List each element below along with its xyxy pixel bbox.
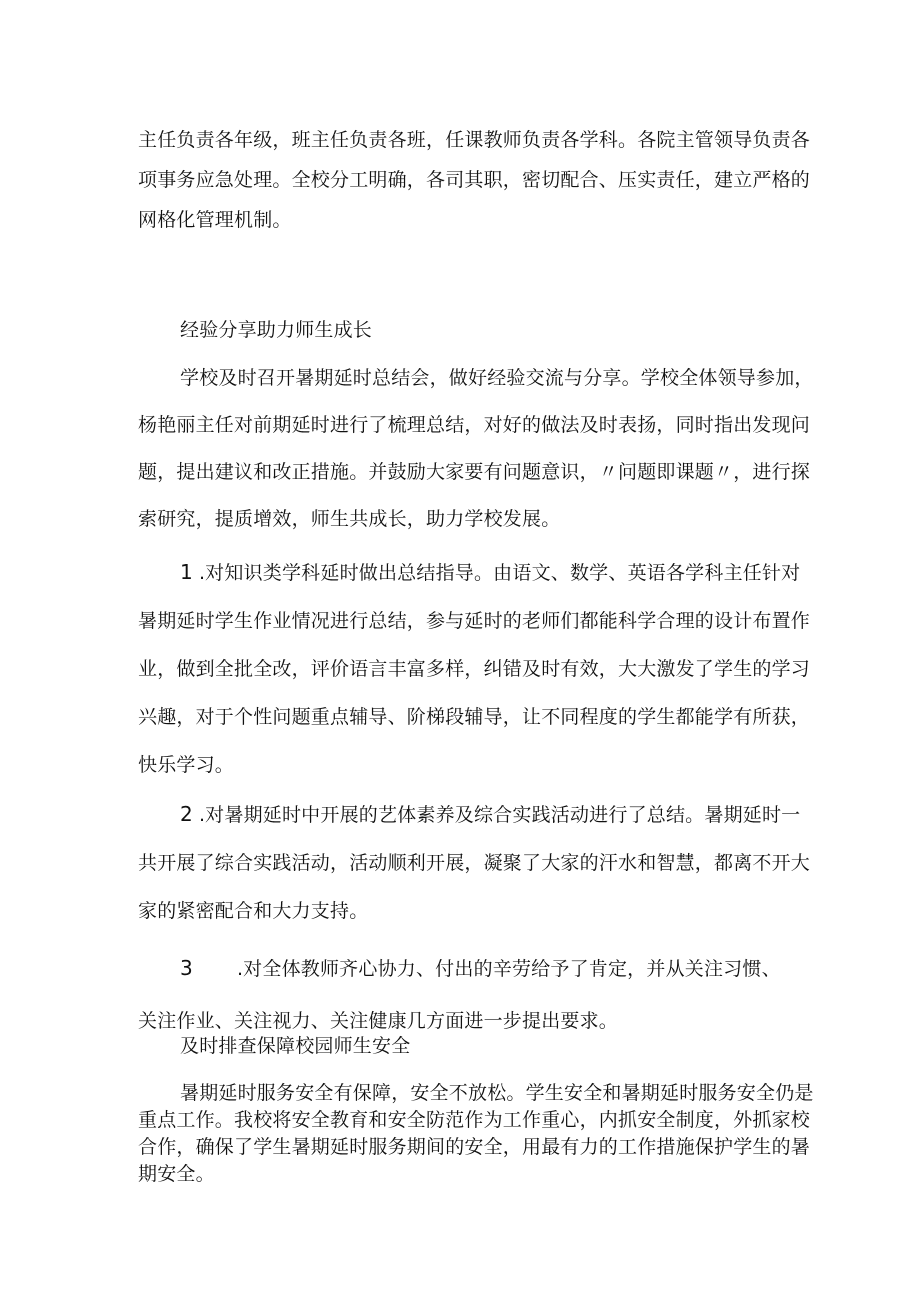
intro-paragraph: [138, 120, 811, 240]
list-item-text: .对知识类学科延时做出总结指导。由语文、数学、英语各学科主任针对: [198, 562, 801, 584]
safety-paragraph: [138, 1080, 814, 1188]
list-item-line: 兴趣，对于个性问题重点辅导、阶梯段辅导，让不同程度的学生都能学有所获，: [138, 706, 811, 728]
section-heading-safety: [138, 1027, 788, 1065]
list-item-line: 快乐学习。: [138, 754, 235, 776]
heading-text: 及时排查保障校园师生安全: [180, 1035, 411, 1057]
list-item-2: [138, 790, 811, 935]
list-item-number: 3: [180, 956, 193, 980]
heading-text: 经验分享助力师生成长: [180, 319, 373, 341]
intro-line: 网格化管理机制。: [138, 209, 292, 231]
list-item-1: [138, 548, 811, 789]
list-item-text: .对暑期延时中开展的艺体素养及综合实践活动进行了总结。暑期延时一: [198, 804, 801, 826]
section-heading-experience: [138, 310, 788, 350]
paragraph-line: 杨艳丽主任对前期延时进行了梳理总结，对好的做法及时表扬，同时指出发现问: [138, 414, 811, 436]
paragraph-line: 暑期延时服务安全有保障，安全不放松。学生安全和暑期延时服务安全仍是: [180, 1082, 814, 1104]
list-item-first-line: [138, 790, 801, 839]
intro-line: 主任负责各年级，班主任负责各班，任课教师负责各学科。各院主管领导负责各: [138, 129, 811, 151]
list-item-line: 业，做到全批全改，评价语言丰富多样，纠错及时有效，大大激发了学生的学习: [138, 658, 811, 680]
list-item-line: 家的紧密配合和大力支持。: [138, 900, 369, 922]
list-item-line: 关注作业、关注视力、关注健康几方面进一步提出要求。: [138, 1010, 619, 1032]
paragraph-line: 合作，确保了学生暑期延时服务期间的安全，用最有力的工作措施保护学生的暑: [138, 1136, 811, 1158]
list-item-text: .对全体教师齐心协力、付出的辛劳给予了肯定，并从关注习惯、: [236, 958, 781, 980]
paragraph-line: 期安全。: [138, 1163, 215, 1185]
list-item-line: 暑期延时学生作业情况进行总结，参与延时的老师们都能科学合理的设计布置作: [138, 610, 811, 632]
experience-paragraph: [138, 355, 814, 543]
paragraph-line: 重点工作。我校将安全教育和安全防范作为工作重心，内抓安全制度，外抓家校: [138, 1109, 811, 1131]
list-item-first-line: [138, 942, 788, 995]
intro-line: 项事务应急处理。全校分工明确，各司其职，密切配合、压实责任，建立严格的: [138, 169, 811, 191]
list-item-number: 1: [180, 560, 193, 584]
paragraph-line: 索研究，提质增效，师生共成长，助力学校发展。: [138, 508, 561, 530]
list-item-line: 共开展了综合实践活动，活动顺利开展，凝聚了大家的汗水和智慧，都离不开大: [138, 852, 811, 874]
list-item-first-line: [138, 548, 801, 597]
list-item-number: 2: [180, 802, 193, 826]
paragraph-line: 题，提出建议和改正措施。并鼓励大家要有问题意识，〃问题即课题〃，进行探: [138, 461, 811, 483]
paragraph-line: 学校及时召开暑期延时总结会，做好经验交流与分享。学校全体领导参加，: [180, 367, 814, 389]
